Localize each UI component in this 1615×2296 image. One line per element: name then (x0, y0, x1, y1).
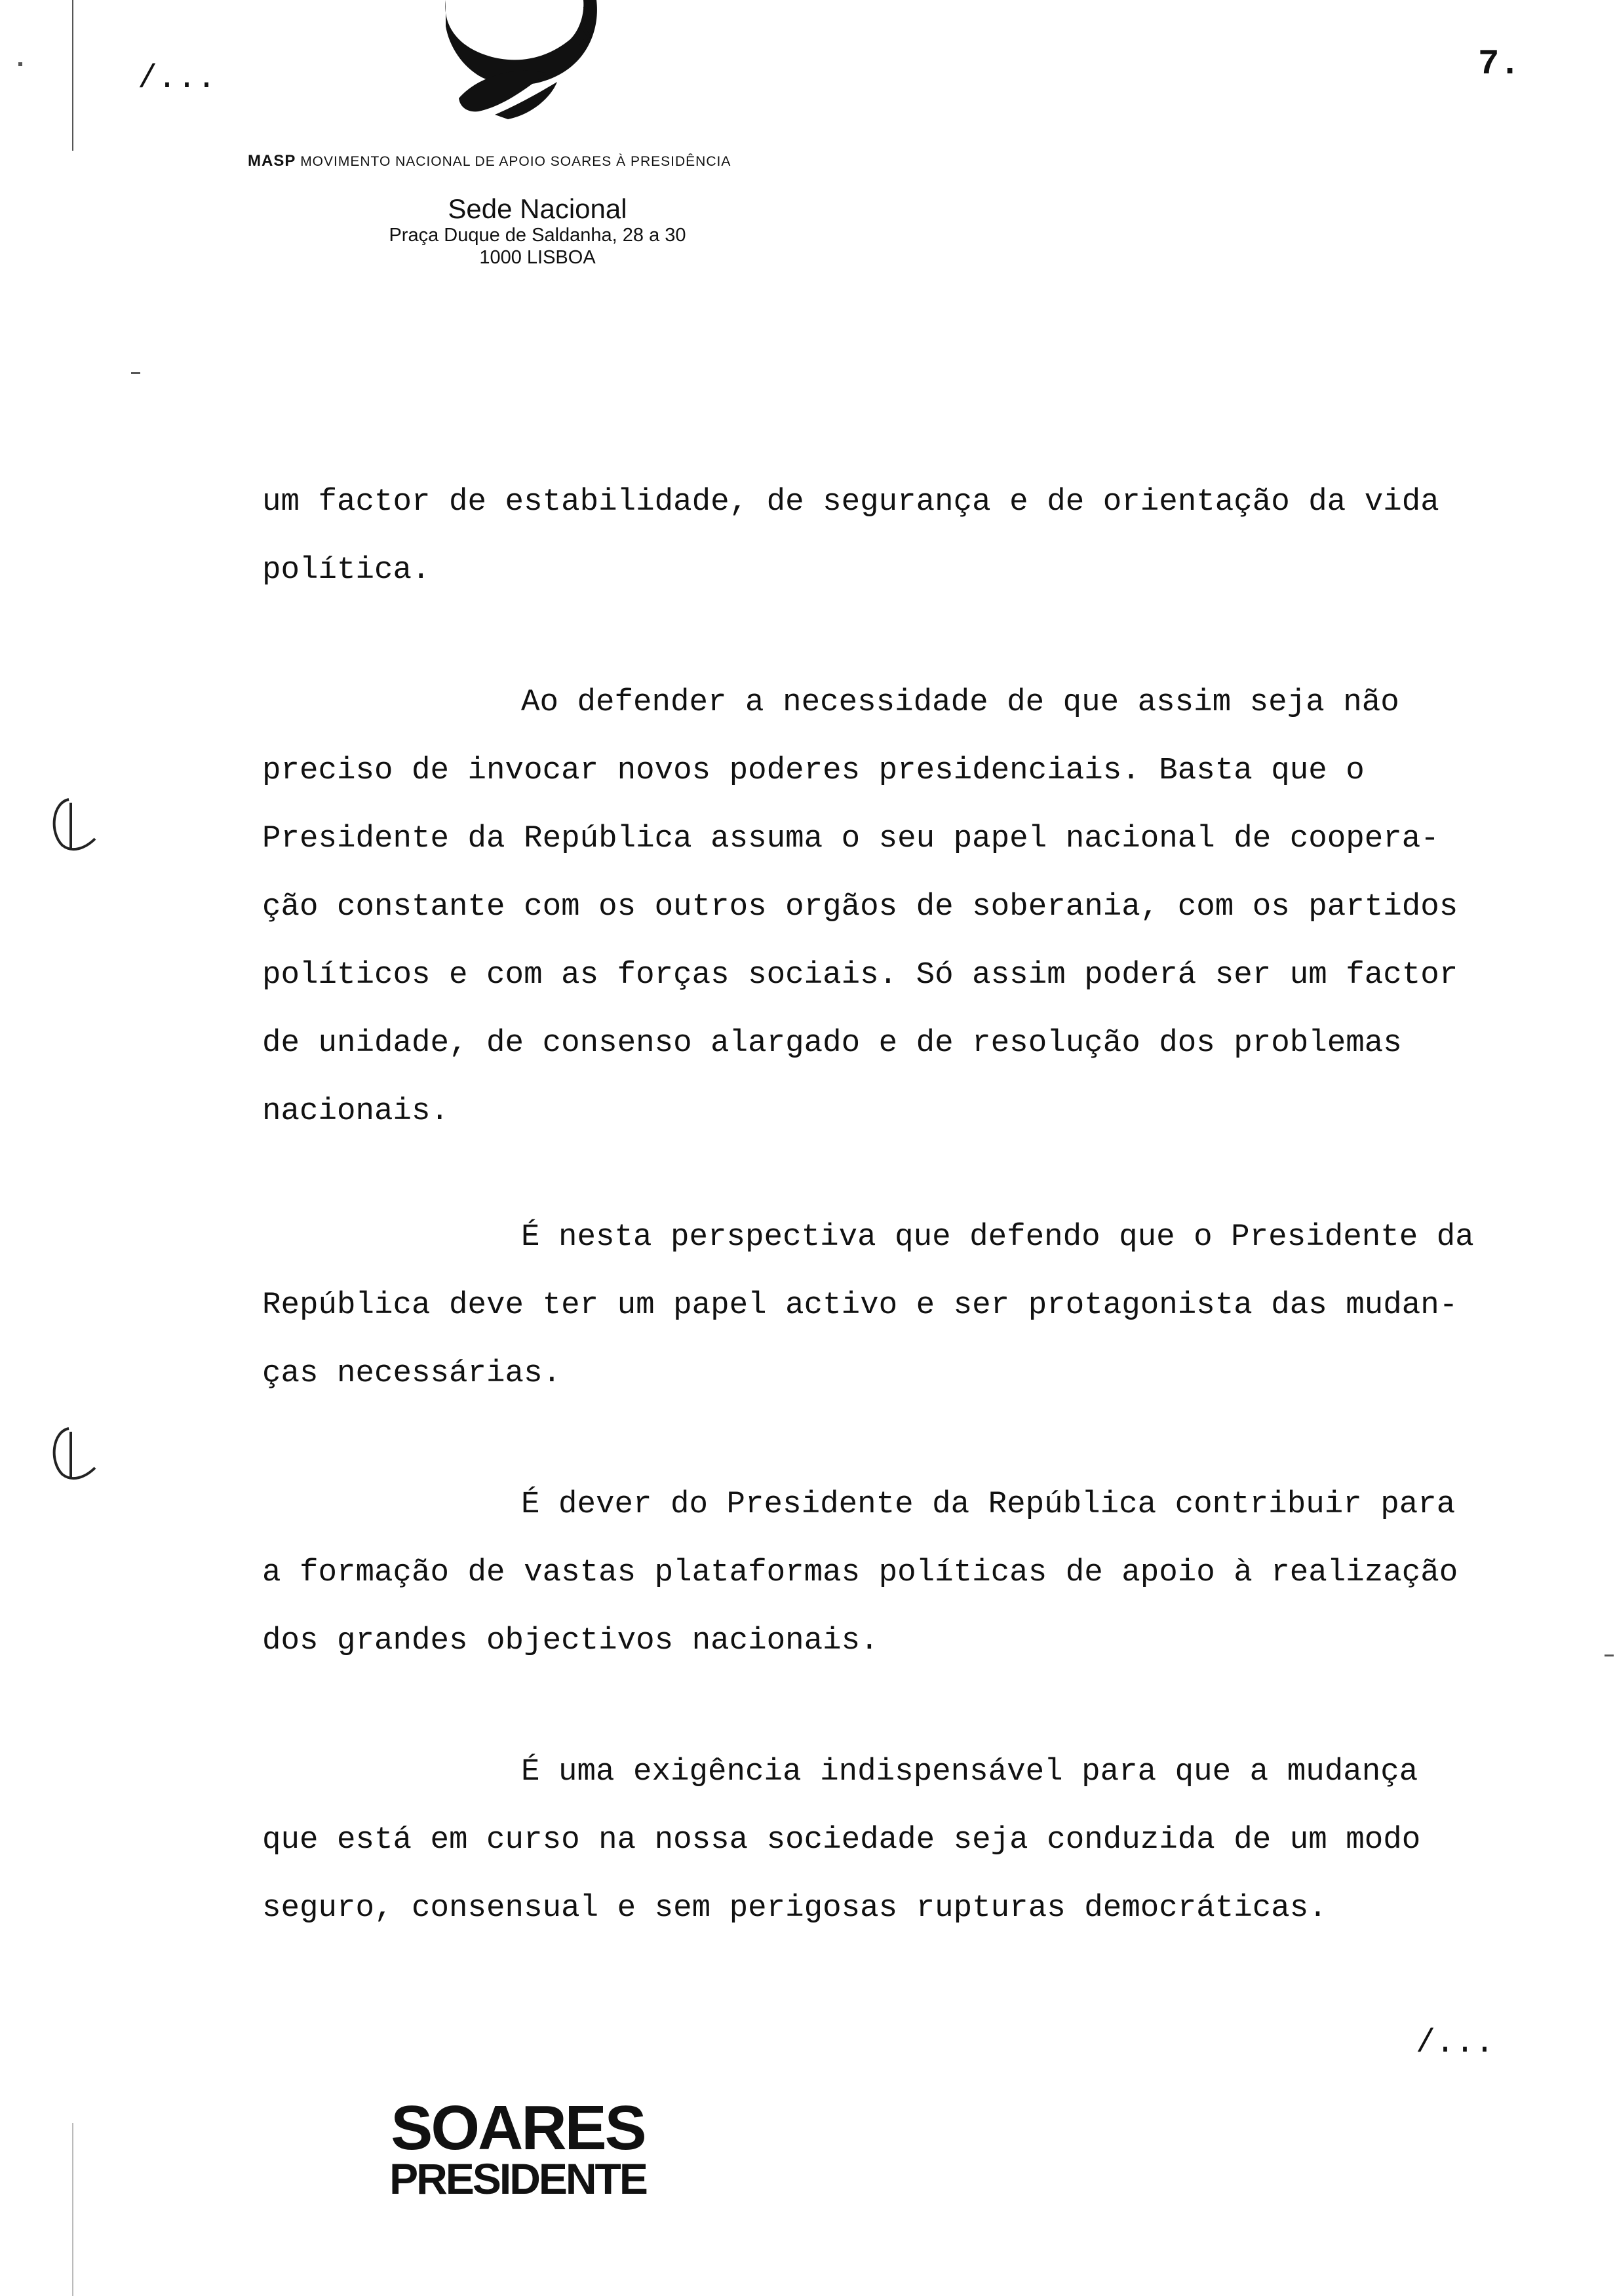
scan-edge-line (72, 0, 73, 151)
brand-line-2: PRESIDENTE (389, 2154, 646, 2203)
scan-speck (1605, 1655, 1614, 1656)
continuation-marker-top: /... (138, 60, 217, 98)
text-line: É uma exigência indispensável para que a mudança (521, 1754, 1418, 1789)
binder-hole-mark-icon (39, 1422, 98, 1494)
organization-name: MOVIMENTO NACIONAL DE APOIO SOARES À PRESIDÊNCIA (300, 154, 731, 169)
text-line: preciso de invocar novos poderes presidenciais. Basta que o (262, 753, 1365, 788)
paragraph-2 (262, 668, 1553, 1145)
continuation-marker-bottom: /... (1416, 2025, 1495, 2062)
text-line: política. (262, 552, 431, 588)
text-line: dos grandes objectivos nacionais. (262, 1623, 879, 1658)
paragraph-3 (262, 1203, 1553, 1407)
page-number: 7. (1478, 45, 1521, 85)
scan-speck (131, 372, 140, 374)
text-line: Ao defender a necessidade de que assim seja não (521, 685, 1399, 720)
binder-hole-mark-icon (39, 793, 98, 865)
text-line: É dever do Presidente da República contribuir para (521, 1487, 1456, 1522)
text-line: que está em curso na nossa sociedade seja conduzida de um modo (262, 1822, 1421, 1858)
text-line: políticos e com as forças sociais. Só assim poderá ser um factor (262, 957, 1458, 993)
sede-city: 1000 LISBOA (479, 247, 596, 268)
text-line: de unidade, de consenso alargado e de resolução dos problemas (262, 1025, 1402, 1061)
text-line: um factor de estabilidade, de segurança e de orientação da vida (262, 484, 1439, 520)
paragraph-4 (262, 1470, 1553, 1675)
text-line: nacionais. (262, 1094, 450, 1129)
sede-block (302, 194, 773, 269)
masp-logo (433, 0, 610, 131)
paragraph-1 (262, 468, 1553, 604)
text-line: ças necessárias. (262, 1356, 562, 1391)
organization-line (248, 152, 731, 170)
paragraph-5 (262, 1738, 1553, 1942)
scan-speck (18, 62, 22, 66)
text-line: ção constante com os outros orgãos de soberania, com os partidos (262, 889, 1458, 925)
organization-abbrev: MASP (248, 152, 296, 170)
sede-address: Praça Duque de Saldanha, 28 a 30 (389, 225, 686, 246)
text-line: Presidente da República assuma o seu papel nacional de coopera- (262, 821, 1439, 856)
soares-presidente-logo (367, 2093, 669, 2203)
text-line: a formação de vastas plataformas políticas de apoio à realização (262, 1555, 1458, 1590)
scan-edge-line (72, 2123, 73, 2296)
text-line: República deve ter um papel activo e ser protagonista das mudan- (262, 1288, 1458, 1323)
sede-title: Sede Nacional (448, 193, 627, 224)
brand-line-1: SOARES (391, 2093, 645, 2163)
text-line: É nesta perspectiva que defendo que o Presidente da (521, 1219, 1474, 1255)
text-line: seguro, consensual e sem perigosas rupturas democráticas. (262, 1890, 1327, 1926)
